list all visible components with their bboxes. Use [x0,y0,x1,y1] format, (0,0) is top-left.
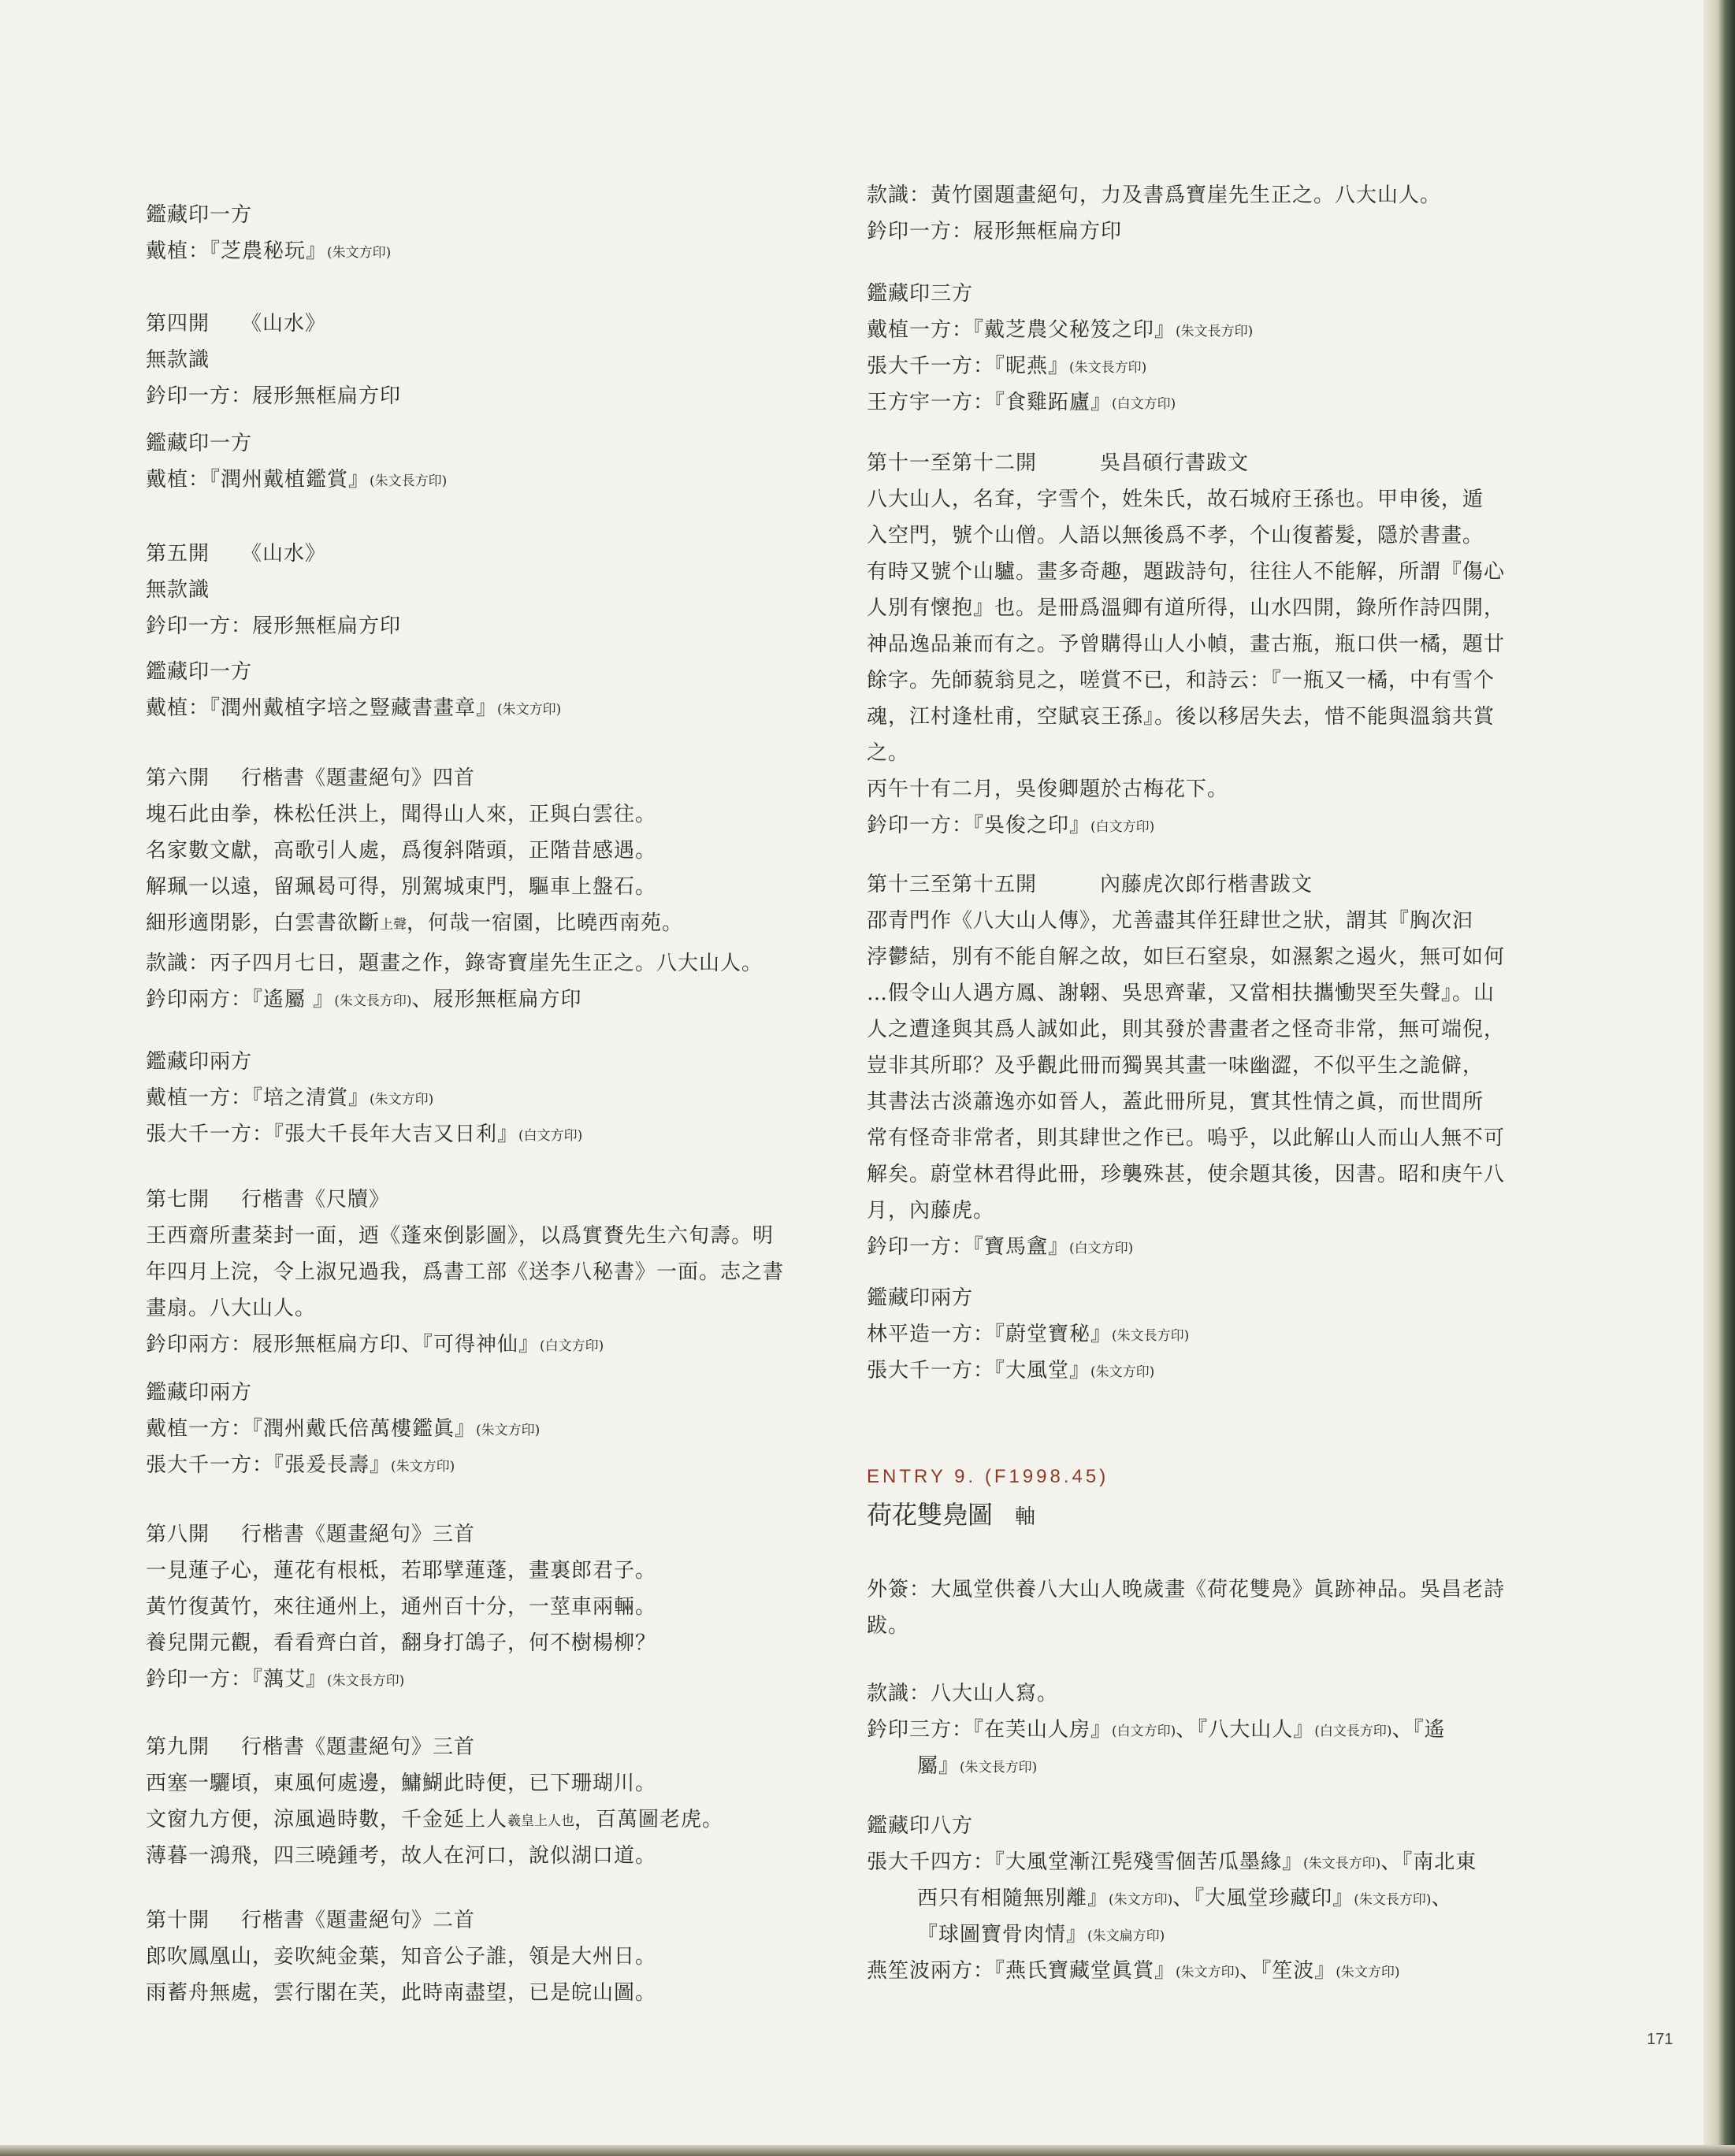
text-line: …假令山人遇方鳳、謝翺、吳思齊輩，又當相扶攜慟哭至失聲』。山 [867,982,1495,1005]
seal-note: 上聲 [380,917,407,933]
text-line: 解珮一以遠，留珮曷可得，別駕城東門，驅車上盤石。 [146,875,657,899]
text-line: 塊石此由拳，株松任洪上，聞得山人來，正與白雲往。 [146,803,657,826]
page-number: 171 [1647,2031,1674,2048]
text-line: 鑑藏印兩方 [146,1381,253,1405]
seal-note: (朱文長方印) [370,473,448,489]
leaf-title: 行楷書《尺牘》 [241,1188,391,1212]
leaf-title: 行楷書《題畫絕句》二首 [241,1909,476,1932]
text-line: 戴植一方：『潤州戴氏倍萬樓鑑眞』(朱文方印) [146,1417,541,1441]
seal-note: (白文方印) [1112,396,1176,412]
text-line: 鈐印一方：『寶馬盦』(白文方印) [867,1235,1134,1259]
text-line: 雨蓄舟無處，雲行閣在芙，此時南盡望，已是皖山圖。 [146,1981,657,2005]
book-gutter [1703,0,1735,2156]
text-line: 戴植：『潤州戴植鑑賞』(朱文長方印) [146,468,448,492]
text-line: 戴植：『芝農秘玩』(朱文方印) [146,239,392,263]
text-block [146,425,855,498]
leaf-title: 行楷書《題畫絕句》三首 [241,1735,476,1759]
text-line: 丙午十有二月，吳俊卿題於古梅花下。 [867,777,1229,801]
text-line: 張大千一方：『大風堂』(朱文方印) [867,1359,1155,1382]
text-block [867,1280,1599,1389]
seal-note: (白文方印) [518,1128,583,1144]
text-line: 文窗九方便，涼風過時數，千金延上人羲皇上人也，百萬圖老虎。 [146,1808,724,1831]
text-line: 鈐印一方：屐形無框扁方印 [146,614,402,638]
text-line: 屬』(朱文長方印) [917,1754,1038,1778]
text-line: 款識：八大山人寫。 [867,1682,1059,1705]
text-line: 西塞一驪頃，東風何處邊，鱅鰗此時便，已下珊瑚川。 [146,1772,657,1795]
text-line: 郎吹鳳凰山，妾吹純金葉，知音公子誰，領是大州日。 [146,1945,657,1969]
text-line: 西只有相隨無別離』(朱文方印)、『大風堂珍藏印』(朱文長方印)、 [917,1887,1453,1910]
leaf-section [867,445,1599,844]
text-line: 有時又號个山驢。畫多奇趣，題跋詩句，往往人不能解，所謂『傷心 [867,560,1506,584]
leaf-section [146,536,855,644]
text-line: 張大千四方：『大風堂漸江髡殘雪個苦瓜墨緣』(朱文長方印)、『南北東 [867,1850,1477,1874]
seal-note: (朱文扁方印) [1087,1928,1165,1944]
leaf-section [146,306,855,414]
seal-note: 羲皇上人也 [507,1813,575,1829]
seal-note: (朱文方印) [327,245,392,261]
entry-label: ENTRY 9. (F1998.45) [867,1466,1109,1487]
text-line: 無款識 [146,348,210,372]
text-line: 年四月上浣，令上淑兄過我，爲書工部《送李八秘書》一面。志之書 [146,1260,785,1284]
section-heading [146,1182,855,1218]
section-heading [146,1516,855,1553]
text-line: 鑑藏印三方 [867,282,974,306]
leaf-section [146,1729,855,1874]
text-line: 鑑藏印一方 [146,660,253,684]
seal-note: (朱文方印) [1336,1965,1400,1980]
collector-seals-block [867,1808,1599,1989]
text-line: 鈐印一方：屐形無框扁方印 [146,384,402,408]
section-heading [146,1902,855,1939]
text-line: 跋。 [867,1614,910,1638]
text-line: 魂，江村逢杜甫，空賦哀王孫』。後以移居失去，惜不能與溫翁共賞 [867,705,1495,729]
text-line: 名家數文獻，高歌引人處，爲復斜階頭，正階昔感遇。 [146,839,657,863]
seal-note: (朱文長方印) [1069,360,1147,376]
text-line: 鑑藏印兩方 [867,1286,974,1310]
text-block [146,654,855,726]
section-heading [867,445,1599,481]
text-block [146,1044,855,1152]
text-line: 人之遭逢與其爲人誠如此，則其發於書畫者之怪奇非常，無可端倪， [867,1018,1506,1041]
text-block [867,177,1599,250]
seal-note: (朱文長方印) [327,1673,405,1689]
text-line: 薄暮一鴻飛，四三曉鍾考，故人在河口，說似湖口道。 [146,1844,657,1868]
seal-note: (朱文長方印) [1303,1856,1381,1872]
seal-note: (朱文長方印) [1354,1892,1432,1908]
inscription-block [867,1675,1599,1784]
section-heading [867,866,1599,903]
text-line: 款識：黃竹園題畫絕句，力及書爲寶崖先生正之。八大山人。 [867,184,1442,207]
text-line: 王方宇一方：『食雞跖廬』(白文方印) [867,391,1176,414]
text-line: 戴植：『潤州戴植字培之豎藏書畫章』(朱文方印) [146,696,562,720]
text-line: 其書法古淡蕭逸亦如晉人，蓋此冊所見，實其性情之眞，而世間所 [867,1090,1484,1114]
text-line: 『球圖寶骨肉情』(朱文扁方印) [917,1923,1165,1946]
text-line: 餘字。先師藐翁見之，嗟賞不已，和詩云：『一瓶又一橘，中有雪个 [867,669,1495,692]
seal-note: (朱文長方印) [334,993,412,1009]
text-line: 林平造一方：『蔚堂寶秘』(朱文長方印) [867,1323,1190,1346]
section-heading [146,1729,855,1765]
seal-note: (白文方印) [540,1338,604,1354]
section-heading [146,760,855,796]
seal-note: (朱文方印) [1176,1965,1240,1980]
artwork-title: 荷花雙鳧圖 [867,1500,994,1530]
text-line: 神品逸品兼而有之。予曾購得山人小幀，畫古瓶，瓶口供一橘，題廿 [867,633,1506,656]
leaf-number: 第十一至第十二開 [867,451,1038,475]
leaf-number: 第五開 [146,542,210,566]
text-line: 養兒開元觀，看看齊白首，翻身打鴿子，何不樹楊柳？ [146,1631,657,1655]
text-line: 鈐印一方：屐形無框扁方印 [867,220,1123,243]
leaf-title: 《山水》 [241,312,327,336]
text-line: 邵青門作《八大山人傳》，尤善盡其佯狂肆世之狀，謂其『胸次汩 [867,909,1474,933]
text-line: 細形適閉影，白雲書欲斷上聲，何哉一宿園，比曉西南苑。 [146,911,684,935]
text-line: 鈐印一方：『吳俊之印』(白文方印) [867,814,1155,837]
text-line: 無款識 [146,578,210,602]
seal-note: (朱文長方印) [960,1760,1038,1776]
text-line: 張大千一方：『張爰長壽』(朱文方印) [146,1453,455,1477]
text-line: 燕笙波兩方：『燕氏寶藏堂眞賞』(朱文方印)、『笙波』(朱文方印) [867,1959,1400,1983]
leaf-number: 第九開 [146,1735,210,1759]
leaf-title: 行楷書《題畫絕句》三首 [241,1523,476,1546]
text-line: 鑑藏印一方 [146,203,253,227]
text-line: 戴植一方：『培之清賞』(朱文方印) [146,1086,434,1110]
leaf-number: 第十開 [146,1909,210,1932]
text-line: 鑑藏印八方 [867,1814,974,1838]
text-line: 月，內藤虎。 [867,1199,995,1223]
text-line: 畫扇。八大山人。 [146,1297,317,1320]
seal-note: (朱文方印) [497,702,562,718]
text-block [146,197,855,269]
leaf-number: 第八開 [146,1523,210,1546]
section-heading [146,536,855,572]
text-block [146,945,855,1018]
seal-note: (朱文長方印) [1112,1328,1190,1344]
leaf-number: 第六開 [146,766,210,790]
text-line: 入空門，號个山僧。人語以無後爲不孝，个山復蓄髮，隱於書畫。 [867,524,1484,547]
text-line: 張大千一方：『昵燕』(朱文長方印) [867,354,1147,378]
leaf-section [146,1182,855,1363]
section-heading [146,306,855,342]
text-line: 解矣。蔚堂林君得此冊，珍襲殊甚，使余題其後，因書。昭和庚午八 [867,1163,1506,1186]
leaf-section [146,760,855,941]
text-line: 豈非其所耶？及乎觀此冊而獨異其畫一味幽澀，不似平生之詭僻， [867,1054,1484,1078]
text-line: 款識：丙子四月七日，題畫之作，錄寄寶崖先生正之。八大山人。 [146,952,763,975]
text-line: 之。 [867,741,910,765]
text-line: 鈐印兩方：『遙屬 』(朱文長方印)、屐形無框扁方印 [146,988,582,1011]
outer-label [867,1572,1599,1644]
leaf-number: 第十三至第十五開 [867,873,1038,896]
seal-note: (白文長方印) [1314,1724,1392,1739]
seal-note: (朱文方印) [370,1092,434,1108]
seal-note: (白文方印) [1112,1724,1176,1739]
leaf-number: 第四開 [146,312,210,336]
text-line: 張大千一方：『張大千長年大吉又日利』(白文方印) [146,1123,583,1146]
entry-title [867,1493,1599,1539]
leaf-number: 第七開 [146,1188,210,1212]
text-line: 戴植一方：『戴芝農父秘笈之印』(朱文長方印) [867,318,1254,342]
text-line: 鈐印兩方：屐形無框扁方印、『可得神仙』(白文方印) [146,1333,604,1356]
text-line: 王西齋所畫棻封一面，迺《蓬來倒影圖》，以爲實賚先生六旬壽。明 [146,1224,775,1248]
seal-note: (白文方印) [1069,1241,1134,1256]
text-line: 一見蓮子心，蓮花有根柢，若耶擘蓮蓬，畫裏郎君子。 [146,1559,657,1583]
text-line: 常有怪奇非常者，則其肆世之作已。嗚乎，以此解山人而山人無不可 [867,1126,1506,1150]
text-line: 鑑藏印一方 [146,432,253,455]
leaf-section [146,1902,855,2011]
seal-note: (白文方印) [1090,819,1155,835]
seal-note: (朱文方印) [391,1459,455,1475]
artwork-format: 軸 [1015,1505,1036,1529]
text-line: 浡鬱結，別有不能自解之故，如巨石窒泉，如濕絮之遏火，無可如何 [867,945,1506,969]
text-line: 鈐印一方：『蕅艾』(朱文長方印) [146,1668,405,1691]
seal-note: (朱文長方印) [1176,324,1254,340]
text-line: 外簽：大風堂供養八大山人晚歲畫《荷花雙鳧》眞跡神品。吳昌老詩 [867,1578,1506,1601]
leaf-title: 《山水》 [241,542,327,566]
text-block [146,1375,855,1483]
seal-note: (朱文方印) [476,1423,541,1438]
text-block [867,276,1599,421]
leaf-section [146,1516,855,1698]
leaf-title: 內藤虎次郎行楷書跋文 [1100,873,1313,896]
leaf-title: 行楷書《題畫絕句》四首 [241,766,476,790]
text-line: 人別有懷抱』也。是冊爲溫卿有道所得，山水四開，錄所作詩四開， [867,596,1506,620]
leaf-section [867,866,1599,1265]
entry-section [867,1461,1599,1983]
text-line: 鑑藏印兩方 [146,1050,253,1074]
text-line: 黃竹復黃竹，來往通州上，通州百十分，一莖車兩輛。 [146,1595,657,1619]
text-line: 鈐印三方：『在芙山人房』(白文方印)、『八大山人』(白文長方印)、『遙 [867,1718,1446,1742]
leaf-title: 吳昌碩行書跋文 [1100,451,1250,475]
seal-note: (朱文方印) [1109,1892,1173,1908]
seal-note: (朱文方印) [1090,1364,1155,1380]
text-line: 八大山人，名耷，字雪个，姓朱氏，故石城府王孫也。甲申後，遁 [867,488,1484,511]
page-edge [0,2145,1735,2156]
